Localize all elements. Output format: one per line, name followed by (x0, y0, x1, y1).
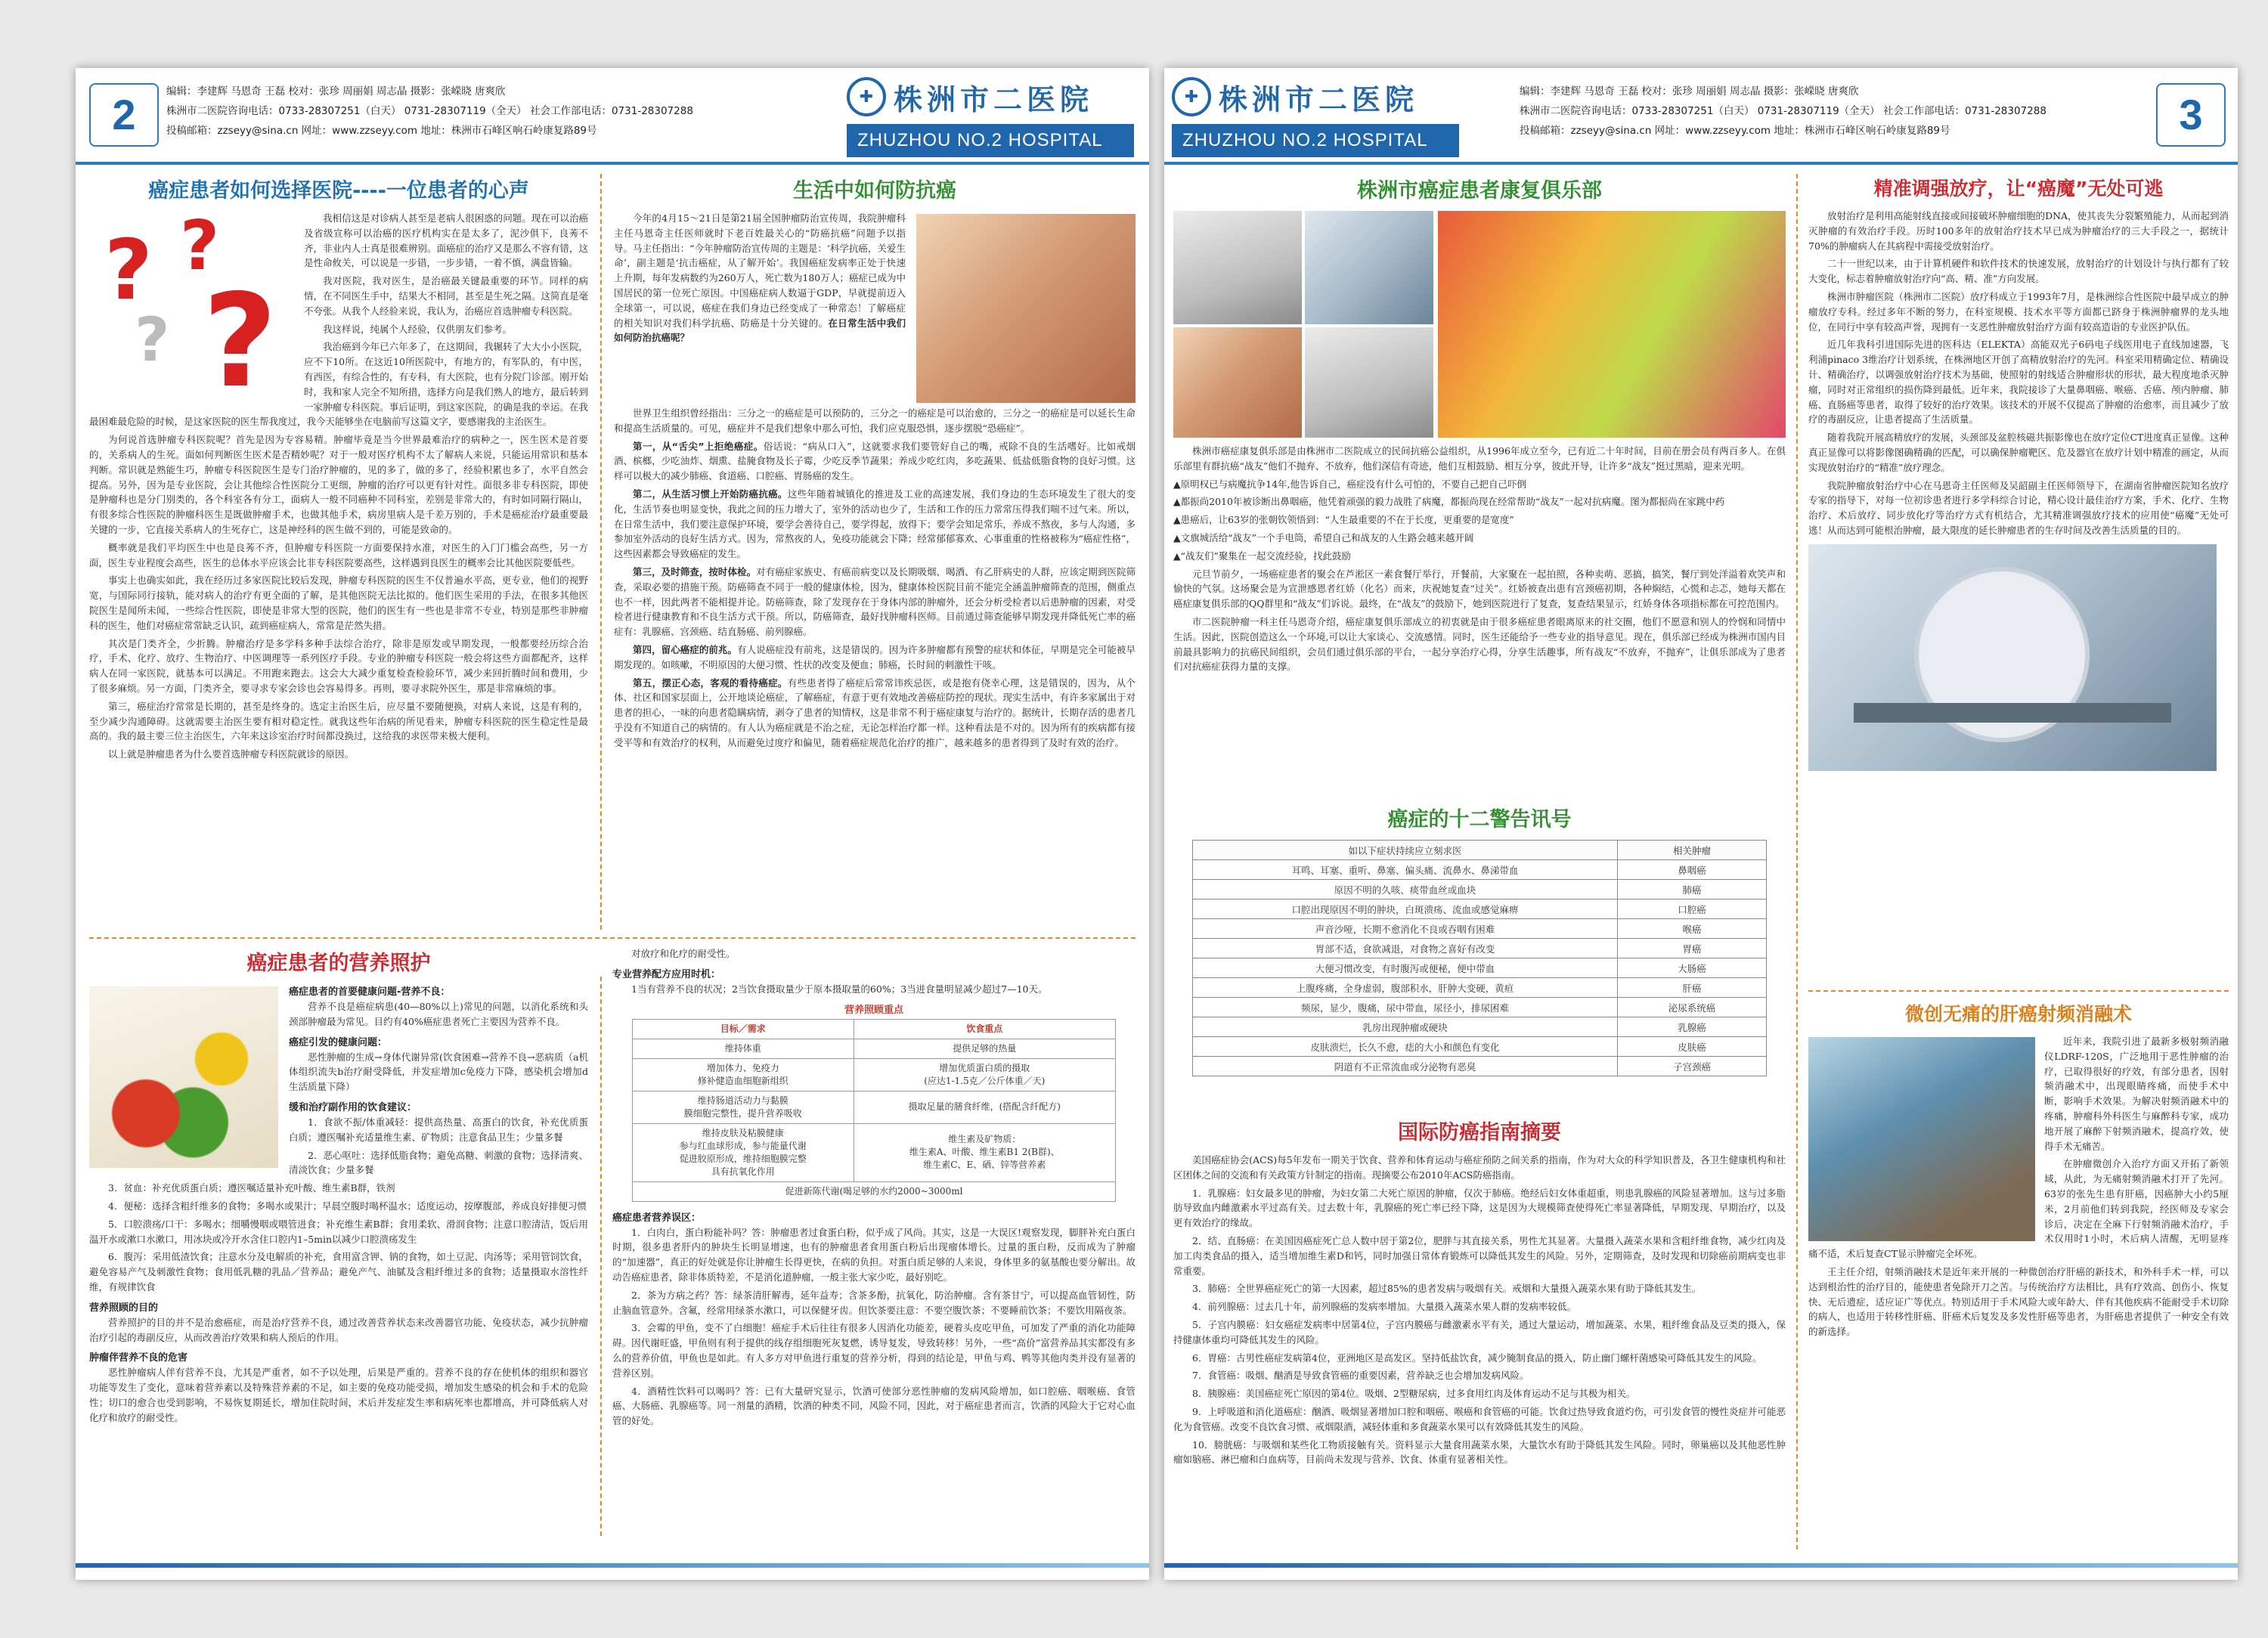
paragraph: 10．膀胱癌：与吸烟和某些化工物质接触有关。资料显示大量食用蔬菜水果，大量饮水有助于降低其发生风险。同时，卵巢癌以及其他恶性肿瘤如脑癌、淋巴瘤和白血病等，目前尚未发现与营养、饮食、体重有显著相关性。 (1173, 1438, 1786, 1466)
masthead-editors: 编辑：李建辉 马恩奇 王磊 校对：张珍 周丽娟 周志晶 摄影：张嵘晓 唐爽欣 (166, 85, 506, 98)
table-row: 胃部不适，食欲减退，对食物之喜好有改变 胃癌 (1193, 939, 1767, 958)
table-row: 口腔出现原因不明的肿块，白斑溃疡、流血或感觉麻痹 口腔癌 (1193, 900, 1767, 919)
masthead-phones: 株洲市二医院咨询电话：0733-28307251（白天） 0731-28307119（全天） 社会工作部电话：0731-28307288 (166, 105, 693, 117)
subheading: 癌症患者的首要健康问题-营养不良： (289, 986, 451, 998)
paragraph: 9．上呼吸道和消化道癌症：酗酒、吸烟显著增加口腔和咽癌、喉癌和食管癌的可能。饮食过热导致食道灼伤，可引发食管的慢性炎症并可能恶化为食管癌。改变不良饮食习惯、戒烟限酒，减轻体重和多食蔬菜水果可以有效降低其发生的风险。 (1173, 1405, 1786, 1432)
paragraph: 恶性肿瘤的生成→身体代谢异常(饮食困难→营养不良→恶病质（a机体组织流失b治疗耐受降低，并发症增加c免疫力下降，感染机会增加d生活质量下降） (289, 1051, 588, 1093)
table-row: 原因不明的久咳、痰带血丝或血块 肺癌 (1193, 880, 1767, 900)
table-row: 增加体力、免疫力 修补健造血细胞新组织 增加优质蛋白质的摄取 (应达1-1.5克／公斤体重／天) (633, 1058, 1116, 1091)
paragraph: 以上就是肿瘤患者为什么要首选肿瘤专科医院就诊的原因。 (108, 748, 355, 760)
paragraph: 4．前列腺癌：过去几十年，前列腺癌的发病率增加。大量摄入蔬菜水果人群的发病率较低。 (1192, 1301, 1576, 1313)
paragraph: 概率就是我们平均医生中也是良莠不齐，但肿瘤专科医院一方面要保持水准，对医生的入门门槛会高些，另一方面，医生专业程度会高些，医生的总体水平应该会比非专科医院要高些，这样遇到良医生的概率会比其他医院要低些。 (89, 541, 588, 568)
paragraph: 1．食欲不振/体重减轻：提供高热量、高蛋白的饮食，补充优质蛋白质；遵医嘱补充适量维生素、矿物质；注意食品卫生；少量多餐 (289, 1116, 588, 1143)
hospital-brand (847, 74, 1134, 157)
paragraph: 3．贫血：补充优质蛋白质；遵医嘱适量补充叶酸、维生素B群，铁剂 (108, 1182, 395, 1194)
paragraph: 第三，及时筛查，按时体检。对有癌症家族史、有癌前病变以及长期吸烟、喝酒、有乙肝病史的人群，应该定期到医院筛查，采取必要的措施干预。防癌筛查不同于一般的健康体检，因为，健康体检医院目前不能完全涵盖肿瘤筛查的范围，侧重点也不一样，因此两者不能相提并论。防癌筛查，除了发现存在于身体内部的肿瘤外，还会分析受检者以后患肿瘤的因素，对受检者进行健康教育和不良生活方式干预。所以，防癌筛查，最好找肿瘤科医师。目前通过筛查能够早期发现并降低死亡率的癌症有：乳腺癌、宫颈癌、结直肠癌、前列腺癌。 (614, 565, 1136, 638)
section-divider (1808, 990, 2229, 992)
footer-bar (76, 1563, 1149, 1568)
paragraph: 为何说首选肿瘤专科医院呢？首先是因为专容易精。肿瘤毕竟是当今世界最难治疗的病种之一，医生医术是首要的，关系病人的生死。面如何判断医生医术是否精妙呢？对于一般对医疗机构不太了解病人来说，只能运用常识和基本判断。常识就是熟能生巧，肿瘤专科医院医生是专门治疗肿瘤的，见的多了，做的多了，经验积累也多了，水平自然会提高。另外，因为是专业医院，会让其他综合性医院分工更细，肿瘤的治疗可以更有针对性。面很多非专科医院，即使是肿瘤科也是分门别类的，各个科室各有分工，面病人一般不同癌种不同科室，差别是非常大的，有时如同隔行隔山，有很多综合性医院的肿瘤科医生是既做肿瘤手术，也做其他手术，病房里病人是千差万别的，手术是癌症治疗最重要最关键的一步，它直接关系病人的生死存亡，这是神经科的医生做不到的，可能是致命的。 (89, 434, 588, 535)
masthead-contact: 投稿邮箱：zzseyy@sina.cn 网址：www.zzseyy.com 地址：株洲市石峰区响石岭康复路89号 (166, 125, 597, 137)
paragraph: 4．便秘：选择含粗纤维多的食物；多喝水或果汁；早晨空腹时喝杯温水；适度运动，按摩腹部，养成良好排便习惯 (108, 1200, 587, 1212)
paragraph: 我院肿瘤放射治疗中心在马恩奇主任医师及吴韶副主任医师领导下，在湖南省肿瘤医院知名放疗专家的指导下，对每一位初诊患者进行多学科综合讨论，精心设计最佳治疗方案，手术、化疗、生物治疗、术后放疗、同步放化疗等治疗方式有机结合，尤其精准调强放疗技术的应用使“癌魔”无处可逃！从而达到可能根治肿瘤，最大限度的延长肿瘤患者的生存时间及改善生活质量的目的。 (1808, 479, 2229, 536)
page-header (1164, 68, 2238, 159)
hospital-name-cn: 株洲市二医院 (1219, 82, 1419, 116)
subheading: 缓和治疗副作用的饮食建议： (289, 1101, 417, 1113)
table-row: 促进新陈代谢(喝足够的水约2000~3000ml (633, 1181, 1116, 1201)
article-title: 癌症患者如何选择医院----一位患者的心声 (148, 179, 529, 203)
article-title: 株洲市癌症患者康复俱乐部 (1357, 179, 1602, 203)
paragraph: 营养照护的目的并不是治愈癌症，而是治疗营养不良，通过改善营养状态来改善器官功能、免疫状态，减少抗肿瘤治疗引起的毒副反应，从而改善治疗效果和病人预后的作用。 (89, 1316, 588, 1343)
linear-accelerator-photo (1808, 544, 2217, 771)
table-caption: 营养照顾重点 (844, 1004, 903, 1016)
masthead-editors: 编辑：李建辉 马恩奇 王磊 校对：张珍 周丽娟 周志晶 摄影：张嵘晓 唐爽欣 (1520, 85, 1859, 98)
table-row: 大便习惯改变，有时腹泻或便秘，便中带血 大肠癌 (1193, 958, 1767, 978)
subheading: 癌症引发的健康问题： (289, 1036, 388, 1048)
club-photo-collage (1173, 211, 1786, 438)
paragraph: 世界卫生组织曾经指出：三分之一的癌症是可以预防的，三分之一的癌症是可以治愈的，三分之一的癌症是可以延长生命和提高生活质量的。可见，癌症并不是我们想象中那么可怕，我们应克服恐惧，逐步摆脱“恐癌症”。 (614, 407, 1136, 434)
paragraph: 3．肺癌：全世界癌症死亡的第一大因素，超过85%的患者发病与吸烟有关。戒烟和大量摄入蔬菜水果有助于降低其发生。 (1192, 1283, 1702, 1295)
table-row: 耳鸣、耳塞、重听、鼻塞、偏头痛、流鼻水、鼻涕带血 鼻咽癌 (1193, 860, 1767, 880)
table-header: 饮食重点 (854, 1019, 1115, 1039)
paragraph: 我这样说，纯属个人经验，仅供朋友们参考。 (323, 323, 513, 335)
article-cancer-club (1173, 174, 1786, 794)
paragraph: 随着我院开展高精放疗的发展，头颈部及盆腔核磁共振影像也在放疗定位CT进度真正显像。这种真正显像可以将影像图确精确的匹配，可以确保肿瘤靶区、危及器官在放疗计划中精准的画定，从而实现放射治疗的“精准”放疗理念。 (1808, 432, 2229, 473)
paragraph: 其次是门类齐全，少折腾。肿瘤治疗是多学科多种手法综合治疗，除非是原发或早期发现，一般都要经历综合治疗，手术、化疗、放疗、生物治疗、中医调理等一系列医疗手段。专业的肿瘤专科医院一般会将这些方面都配齐，这样病人在同一家医院，就基本可以满足。不用跑来跑去。这会大大减少重复检查检验环节，减少来回折腾时间和费用，少了很多麻烦。另一方面，门类齐全，要寻求专家会诊也会容易得多。再则，要寻求院外医生，那是非常麻烦的事。 (89, 637, 588, 694)
page-number: 3 (2156, 83, 2226, 147)
newspaper-page-2 (76, 68, 1149, 1580)
section-divider (89, 937, 1136, 939)
paragraph: 株洲市癌症康复俱乐部是由株洲市二医院成立的民间抗癌公益组织，从1996年成立至今，已有近二十年时间，目前在册会员有两百多人。在俱乐部里有群抗癌“战友”他们不抛弃、不放弃，他们深信有奇迹，他们互相鼓励、相互分享，彼此开导，让许多“战友”挺过黑暗，迎来光明。 (1173, 445, 1786, 472)
paragraph: 7．食管癌：吸烟、酗酒是导致食管癌的重要因素，营养缺乏也会增加发病风险。 (1192, 1370, 1529, 1382)
newspaper-page-3 (1164, 68, 2238, 1580)
article-nutrition-care (89, 946, 1136, 1544)
article-choose-hospital (89, 174, 588, 930)
table-row: 阴道有不正常流血或分泌物有恶臭 子宫颈癌 (1193, 1057, 1767, 1076)
table-row: 维持肠道活动力与黏膜 膜细胞完整性，提升营养吸收 摄取足量的膳食纤维，(搭配含纤配方) (633, 1091, 1116, 1123)
paragraph: 1．乳腺癌：妇女最多见的肿瘤，为妇女第二大死亡原因的肿瘤，仅次于肺癌。绝经后妇女体重超重，则患乳腺癌的风险显著增加。这与过多脂肪导致血内雌激素水平过高有关。过去数十年，乳腺癌的死亡率已经下降，这是因为大规模筛查使得死亡率显著降低，早期发现、早期治疗，以及更有效治疗的缘故。 (1173, 1187, 1786, 1229)
photo-caption: ▲都振尚2010年被诊断出鼻咽癌，他凭着顽强的毅力战胜了病魔，都振尚现在经常帮助“战友”一起对抗病魔。图为都振尚在家跳中药 (1173, 496, 1725, 508)
hospital-logo-icon: ✚ (847, 77, 886, 116)
paragraph: 美国癌症协会(ACS)每5年发布一期关于饮食、营养和体育运动与癌症预防之间关系的指南，作为对大众的科学知识普及，各卫生健康机构和社区团体之间的交流和有关政策方针制定的指南。现摘要公布2010年ACS防癌指南。 (1173, 1154, 1786, 1181)
grandmother-child-photo (916, 214, 1136, 403)
hospital-name-cn: 株洲市二医院 (894, 82, 1094, 116)
subheading: 肿瘤伴营养不良的危害 (89, 1352, 188, 1364)
table-row: 上腹疼痛，全身虚弱，腹部积水，肝肿大变硬，黄疸 肝癌 (1193, 978, 1767, 998)
article-title: 癌症患者的营养照护 (246, 952, 431, 975)
photo-caption: ▲患癌后，让63岁的张朝钦领悟到：“人生最重要的不在于长度，更重要的是宽度” (1173, 514, 1514, 526)
header-rule (1164, 162, 2238, 165)
masthead-phones: 株洲市二医院咨询电话：0733-28307251（白天） 0731-28307119（全天） 社会工作部电话：0731-28307288 (1520, 105, 2046, 117)
column-divider (600, 977, 602, 1536)
photo-caption: ▲原明权已与病魔抗争14年,他告诉自己，癌症没有什么可怕的，不要自己把自己吓倒 (1173, 478, 1526, 490)
table-row: 频尿，显少，腹痛，尿中带血，尿径小，排尿困难 泌尿系统癌 (1193, 998, 1767, 1017)
paragraph: 2．茶为方病之药？答：绿茶清肝解毒，延年益寿；含茶多酚，抗氧化，防治肿瘤。含有茶甘宁，可以提高血管韧性，防止脑血管意外。含氟，经常用绿茶水漱口，可以保健牙齿。但饮茶要注意：不要空腹饮茶；不要睡前饮茶；不要饮用隔夜茶。 (612, 1289, 1136, 1316)
paragraph: 5．口腔溃疡/口干：多喝水；细嚼慢咽或喂管进食；补充维生素B群；食用柔软、滑润食物；注意口腔清洁，饭后用温开水或漱口水漱口，用冰块或冷开水含住口腔内1–5min以减少口腔溃疡发生 (89, 1218, 588, 1245)
article-prevent-cancer (614, 174, 1136, 930)
article-international-guideline (1173, 1116, 1786, 1547)
article-radiotherapy (1808, 174, 2229, 983)
subheading: 癌症患者营养误区： (612, 1212, 702, 1224)
paragraph: 6．胃癌：古男性癌症发病第4位，亚洲地区是高发区。坚持低盐饮食，减少腌制食品的摄入，防止幽门螺杆菌感染可降低其发生的风险。 (1192, 1352, 1762, 1364)
paragraph: 第二，从生活习惯上开始防癌抗癌。这些年随着城镇化的推进及工业的高速发展，我们身边的生态环境发生了很大的变化，生活节奏也明显变快，我此之间的压力增大了，室外的活动也少了，生活和工作的压力常常压得我们喘不过气来。所以，在日常生活中，我们要注意保护环境，要学会善待自己，要学得起，放得下；要学会知足常乐，养成不熬夜，多与人沟通，多参加室外活动的良好生活方式。因为，常熬夜的人，免疫功能就会下降；经常郁郁寡欢、心事重重的性格被称为“癌症性格”，这些因素都会导致癌症的发生。 (614, 488, 1136, 560)
paragraph: 3．会霉的甲鱼，变不了白细胞！癌症手术后往往有很多人因消化功能差，硬着头皮吃甲鱼，可加发了严重的消化功能障碍。因代谢旺盛，甲鱼则有利于提供的线存组细胞死灰复燃，诱导复发，导致转移！另外，一些“高价”富营养品其实都没有多么的营养价值，甲鱼也是如此。有人多方对甲鱼进行重复的营养分析，得到的结论是，甲鱼与鸡、鸭等其他肉类并没有显著的营养区别。 (612, 1322, 1136, 1379)
club-member-photo (1173, 327, 1302, 438)
masthead-info (1520, 82, 2046, 141)
table-row: 维持皮肤及粘膜健康 参与红血球形成，参与能量代谢 促进胶原形成，维持细胞膜完整 具有抗氧化作用 维生素及矿物质： 维生素A、叶酸、维生素B1 2(B群)、 维生素C、E、硒、锌等营养素 (633, 1123, 1116, 1181)
paragraph: 近几年我科引进国际先进的医科达（ELEKTA）高能双光子6码电子线医用电子直线加速器，飞利浦pinaco 3维治疗计划系统，在株洲地区开创了高精放射治疗的先河。科室采用精确定位、精确设计、精确治疗，以调强放射治疗技术为基础，使照射的射线适合肿瘤形状的形状，最大程度地杀灭肿瘤，同时对正常组织的损伤降到最低。近年来，我院接诊了大量鼻咽癌、喉癌、舌癌、颅内肿瘤、肺癌、直肠癌等患者，取得了较好的治疗效果。该技术的开展不仅提高了肿瘤的治愈率，而且减少了放疗的毒副反应，让患者提高了生活质量。 (1808, 339, 2229, 426)
club-member-photo (1305, 327, 1433, 438)
header-rule (76, 162, 1149, 165)
paragraph: 我对医院，我对医生，是治癌最关键最重要的环节。同样的病情，在不同医生手中，结果大不相同，甚至是生死之隔。这简直是毫不夸张。从我个人经验来说，我认为，治癌应首选肿瘤专科医院。 (304, 275, 588, 317)
warning-signs-table (1192, 840, 1767, 1076)
table-row: 乳房出现肿瘤或硬块 乳腺癌 (1193, 1017, 1767, 1037)
column-divider (1796, 174, 1798, 1550)
column-divider (600, 174, 602, 930)
article-liver-rfa (1808, 999, 2229, 1547)
question-marks-image: ? ? ? ? (89, 214, 293, 403)
table-row: 皮肤溃烂，长久不愈，痣的大小和颜色有变化 皮肤癌 (1193, 1037, 1767, 1057)
table-row: 声音沙哑，长期不愈消化不良或吞咽有困难 喉癌 (1193, 919, 1767, 939)
article-warning-signs (1173, 803, 1786, 1105)
paragraph: 我相信这是对诊病人甚至是老病人很困惑的问题。现在可以治癌及省级宣称可以治癌的医疗机构实在是太多了，泥沙俱下，良莠不齐，非业内人士真是很难辨别。面癌症的治疗又是那么不容有错，这是性命攸关，可以说是一步错，一步步错，一着不慎，满盘皆输。 (304, 212, 588, 269)
hospital-brand (1172, 74, 1459, 157)
table-header: 相关肿瘤 (1618, 841, 1767, 860)
paragraph: 元旦节前夕，一场癌症患者的聚会在芦淞区一素食餐厅举行，开餐前，大家聚在一起拍照，各种卖萌、恶搞，搞笑，餐厅到处洋溢着欢笑声和愉快的气氛。这场聚会是为宣泄感恩者红娇（化名）而来，庆祝她复查“过关”。红娇被查出患有宫颈癌初期，各种焖结，心慌和忐忑，她每天都在癌症康复俱乐部的QQ群里和“战友”们诉说。最终，在“战友”的鼓励下，她到医院进行了复查，复查结果显示，红娇身体各项指标都在可控范围内。 (1173, 568, 1786, 610)
nutrition-table (632, 1019, 1116, 1202)
paragraph: 事实上也确实如此，我在经历过多家医院比较后发现，肿瘤专科医院的医生不仅普遍水平高，更专业，他们的视野宽，与国际同行接轨，能对病人的治疗有更全面的了解，是其他医院无法比拟的。他们医生采用的手法，在很多其他医院医生是闻所未闻，一些综合性医院，即使是非常大型的医院，他们的医生有一些也是非常不专业，特别是那些非肿瘤科的医生，他们对癌症常常缺乏认识，疏到癌症病人，常常是茫然失措。 (89, 574, 588, 631)
footer-bar (1164, 1563, 2238, 1568)
paragraph: 第四，留心癌症的前兆。有人说癌症没有前兆，这是错误的。因为许多肿瘤都有预警的症状和体征，早期是完全可能被早期发现的。如咳嗽，不明原因的大便习惯、性状的改变及便血；肺癌，长时间的刺激性干咳。 (614, 643, 1136, 670)
paragraph: 第三，癌症治疗常常是长期的，甚至是终身的。选定主治医生后，应尽量不要随便换，对病人来说，这是有利的，至少减少沟通障碍。这就需要主治医生要有相对稳定性。就我这些年治病的所见看来，肿瘤专科医院的医生稳定性是最高的。我的最主要三位主治医生，六年来这诊室治疗时间都没换过，这给我的求医带来极大便利。 (89, 700, 588, 742)
paragraph: 8．胰腺癌：美国癌症死亡原因的第4位。吸烟、2型糖尿病，过多食用红肉及体育运动不足与其极为相关。 (1192, 1388, 1636, 1400)
paragraph: 放射治疗是利用高能射线直接或间接破坏肿瘤细胞的DNA，使其丧失分裂繁殖能力，从而起到消灭肿瘤的有效治疗手段。历时100多年的放射治疗技术早已成为肿瘤治疗的三大手段之一，据统计70%的肿瘤病人在其病程中需接受放射治疗。 (1808, 210, 2229, 252)
table-header: 目标／需求 (633, 1019, 854, 1039)
subheading: 专业营养配方应用时机： (612, 968, 721, 980)
paragraph: 二十一世纪以来，由于计算机硬件和软件技术的快速发展，放射治疗的计划设计与执行都有了较大变化，标志着肿瘤放射治疗向“高、精、准”方向发展。 (1808, 258, 2229, 285)
paragraph: 王主任介绍，射频消融技术是近年来开展的一种微创治疗肝癌的新技术，和外科手术一样，可以达到根治性的治疗目的，能使患者免除开刀之苦。与传统治疗方法相比，具有疗效高、创伤小、恢复快、无后遗症，适应证广等优点。特别适用于手术风险大或年龄大、伴有其他疾病不能耐受手术切除的病人，也适用于转移性肝癌、肝癌术后复发及多发性肝癌等患者，为肝癌患者提供了一种安全有效的新选择。 (1808, 1265, 2229, 1338)
photo-caption: ▲文旗城活给“战友”一个手电筒，希望自己和战友的人生路会越来越开阔 (1173, 531, 1474, 543)
surgery-photo (1808, 1037, 2035, 1241)
paragraph: 在肿瘤微创介入治疗方面又开拓了新领域，从此，为无痛射频消融术打开了先河。63岁的张先生患有肝癌，因癌肿大小约5厘米，2月前他们转到我院，经医师及专家会诊后，决定在全麻下行射频消融术治疗，手术仅用时1小时，术后病人清醒，无明显疼痛不适，术后复查CT显示肿瘤完全坏死。 (1808, 1158, 2229, 1260)
paragraph: 第一，从“舌尖”上拒绝癌症。俗话说：“病从口入”，这就要求我们要管好自己的嘴，戒除不良的生活嗜好。比如戒烟酒、槟榔，少吃油炸、烟熏、盐腌食物及长子霉，少吃反季节蔬果；养成少吃红肉，多吃蔬果、低盐低脂食物的良好习惯。这样可以极大的减少肺癌、食道癌、口腔癌、胃肠癌的发生。 (614, 440, 1136, 482)
article-title: 微创无痛的肝癌射频消融术 (1904, 1003, 2132, 1025)
paragraph: 今年的4月15～21日是第21届全国肿瘤防治宣传周，我院肿瘤科主任马恩奇主任医师就时下老百姓最关心的“防癌抗癌”问题予以指导。马主任指出：“今年肿瘤防治宣传周的主题是：‘科学抗癌，关爱生命’，副主题是‘抗击癌症，从了解开始’。我国癌症发病率正处于快速上升期，每年发病数约为260万人，死亡数为180万人；癌症已成为中国居民的第一位死亡原因。中国癌症病人数逼于GDP，早就提前迈入全球第一，可以说，癌症在我们身边已经变成了一种常态！了解癌症的相关知识对我们科学抗癌、防癌是十分关键的。在日常生活中我们如何防治抗癌呢？ (614, 212, 906, 344)
paragraph: 第五，摆正心态，客观的看待癌症。有些患者得了癌症后常常讳疾忌医，或是抱有侥幸心理，这是错误的，因为，从个体、社区和国家层面上，公开地谈论癌症，了解癌症，有意于更有效地改善癌症防控的现状。现实生活中，有许多家属出于对患者的担心，一味的向患者隐瞒病情，剥夺了患者的知情权，这是非常不利于癌症康复与治疗的。据统计，长期存活的患者几乎没有不知道自己的病情的。有人认为癌症就是不治之症，无论怎样治疗都一样。这种看法是不对的。因为所有的疾病都有接受平等和有效治疗的权利，从而避免过度疗和偏见，随着癌症规范化治疗的推广，越来越多的患者得到了及时有效的治疗。 (614, 677, 1136, 748)
article-title: 国际防癌指南摘要 (1398, 1121, 1561, 1144)
healthy-food-photo (89, 986, 278, 1168)
paragraph: 营养不良是癌症病患(40—80%以上)常见的问题，以消化系统和头颈部肿瘤最为常见。目约有40%癌症患者死亡主要因为营养不良。 (289, 1001, 588, 1027)
paragraph: 市二医院肿瘤一科主任马恩奇介绍，癌症康复俱乐部成立的初衷就是由于很多癌症患者眼离原来的社交圈，他们不愿意和别人的怜悯和同情中生活。因此，医院创造这么一个环境,可以让大家谈心、交流感情。同时，医生还能给予一些专业的指导意见。现在，俱乐部已经成为株洲市国内目前最具影响力的抗癌民间组织，会员们通过俱乐部的平台，一起分享治疗心得，分享生活趣事，所有战友“不放弃，不抛弃”，让俱乐部成为了患者们对抗癌症获得力量的支撑。 (1173, 615, 1786, 673)
hospital-name-en: ZHUZHOU NO.2 HOSPITAL (847, 124, 1134, 157)
paragraph: 4．酒精性饮料可以喝吗？答：已有大量研究显示，饮酒可使部分恶性肿瘤的发病风险增加，如口腔癌、咽喉癌、食管癌、大肠癌、乳腺癌等。同一剂量的酒精，饮酒的种类不同，风险不同，因此，对于癌症患者而言，饮酒的风险大于它对心血管的好处。 (612, 1385, 1136, 1427)
club-member-photo (1305, 211, 1433, 324)
hospital-logo-icon: ✚ (1172, 77, 1211, 116)
club-gathering-photo (1438, 211, 1786, 438)
paragraph: 1当有营养不良的状况；2当饮食摄取量少于原本摄取量的60%；3当进食量明显减少超过7—10天。 (631, 983, 1048, 995)
paragraph: 我治癌到今年已六年多了，在这期间，我辗转了大大小小医院，应不下10所。在这近10所医院中，有地方的，有军队的，有中医，有西医，有综合性的，有专科，有大医院，也有分院门诊部。刚开始时，我和家人完全不知所措，选择方向是我们熟人的地方，最后转到一家肿瘤专科医院。事后证明，到这家医院，的确是我的幸运。在我最困难最危险的时候，是这家医院的医生帮我度过，我今天能够坐在电脑前写这篇文字，要感谢我的主治医生。 (89, 341, 588, 428)
paragraph: 1．白肉白，蛋白粉能补吗？答：肿瘤患者过食蛋白粉，似乎成了风尚。其实，这是一大误区!观察发现，脚胖补充白蛋白时期，很多患者肝内的肿块生长明显增速，也有的肿瘤患者食用蛋白粉后出现瘤体增长。过量的蛋白粉，反而成为了肿瘤的“加速器”，真正的好处就是你让肿瘤生长得更快，在病的负担。对蛋白质足够的人来说，身体里多的氨基酸也要分解出。故动告癌症患者，除非体质特差，不是消化道肿瘤，一般主张大家少吃，最好别吃。 (612, 1226, 1136, 1283)
table-header: 如以下症状持续应立刻求医 (1193, 841, 1618, 860)
paragraph: 2．恶心呕吐：选择低脂食物；避免高糖、刺激的食物；选择清爽、清淡饮食；少量多餐 (289, 1149, 588, 1176)
article-title: 生活中如何防抗癌 (793, 179, 956, 203)
subheading: 营养照顾的目的 (89, 1302, 159, 1314)
article-title: 癌症的十二警告讯号 (1387, 808, 1572, 831)
paragraph: 6．腹泻：采用低渣饮食；注意水分及电解质的补充，食用富含钾、钠的食物，如土豆泥、肉汤等；采用管饲饮食，避免容易产气及刺激性食物；食用低乳糖的乳品／营养品；避免产气、油腻及含粗纤维过多的食物；适量摄取水溶性纤维，有规律饮食 (89, 1251, 588, 1293)
club-member-photo (1173, 211, 1302, 324)
page-header (76, 68, 1149, 159)
paragraph: 5．子宫内膜癌：妇女癌症发病率中居第4位，子宫内膜癌与雌激素水平有关，通过大量运动，增加蔬菜、水果，粗纤维食品及豆类的摄入，保持健康体重均可降低其发生的风险。 (1173, 1318, 1786, 1345)
masthead-info (166, 82, 693, 141)
paragraph: 恶性肿瘤病人伴有营养不良，尤其是严重者，如不予以处理，后果是严重的。营养不良的存在使机体的组织和器官功能等发生了变化，意味着营养素以及特殊营养素的不足，如主要的免疫功能受损，增加发生感染的机会和手术的危险性；切口的愈合也受到影响，不易恢复期延长，增加住院时间，术后并发症发生率和病死率也都增高，并可降低病人对化疗和放疗的耐受性。 (89, 1367, 588, 1423)
photo-caption: ▲“战友们”聚集在一起交流经验，找此鼓励 (1173, 550, 1351, 562)
article-title: 精准调强放疗，让“癌魔”无处可逃 (1873, 178, 2164, 200)
table-row: 维持体重 提供足够的热量 (633, 1039, 1116, 1058)
hospital-name-en: ZHUZHOU NO.2 HOSPITAL (1172, 124, 1459, 157)
masthead-contact: 投稿邮箱：zzseyy@sina.cn 网址：www.zzseyy.com 地址：株洲市石峰区响石岭康复路89号 (1520, 125, 1950, 137)
bold-lead: 在日常生活中我们如何防治抗癌呢？ (614, 317, 906, 344)
page-number: 2 (89, 83, 159, 147)
paragraph: 近年来，我院引进了最新多极射频消融仪LDRF-120S，广泛地用于恶性肿瘤的治疗，已取得很好的疗效，有部分患者，因射频消融术中，出现眼睛疼痛，而使手术中断，影响手术效果。为解决射频消融术中的疼痛，肿瘤科外科医生与麻醉科专家，成功地开展了麻醉下射频消融术，提高疗效，使得手术无痛苦。 (2044, 1036, 2229, 1152)
paragraph: 株洲市肿瘤医院（株洲市二医院）放疗科成立于1993年7月，是株洲综合性医院中最早成立的肿瘤放疗专科。经过多年不断的努力，在科室规模、技术水平等方面都已跻身于株洲肿瘤界的龙头地位，在同行中享有较高声誉，现拥有一支恶性肿瘤放射治疗方面有较高造诣的专业医护队伍。 (1808, 290, 2229, 333)
paragraph: 对放疗和化疗的耐受性。 (631, 948, 736, 959)
paragraph: 2．结、直肠癌：在美国因癌症死亡总人数中居于第2位，肥胖与其直接关系，男性尤其显著。大量摄入蔬菜水果和含粗纤维食物，减少红肉及加工肉类食品的摄入，适当增加维生素D和钙，同时加强日常体育锻炼可以降低其发生的风险。另外，定期筛查，及时发现和切除癌前期病变也非常重要。 (1173, 1234, 1786, 1277)
